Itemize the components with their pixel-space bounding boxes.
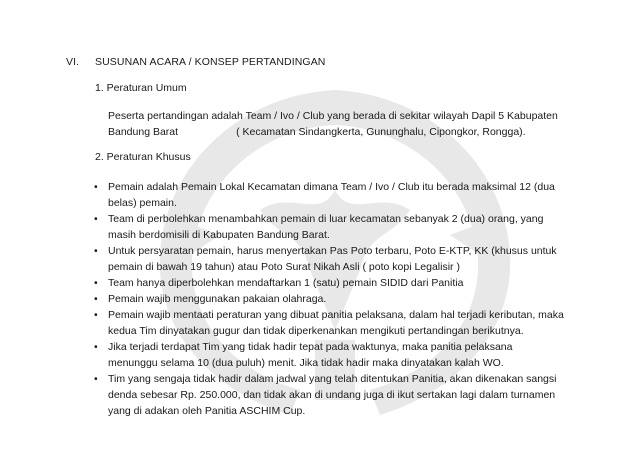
general-rules-line1: Peserta pertandingan adalah Team / Ivo / Club yang berada di sekitar wilayah Dapil 5 Kabupaten bbox=[108, 110, 558, 122]
specific-rules-list bbox=[94, 179, 564, 419]
general-rules-line2b: ( Kecamatan Sindangkerta, Gununghalu, Cipongkor, Rongga). bbox=[236, 126, 526, 138]
section-title: SUSUNAN ACARA / KONSEP PERTANDINGAN bbox=[95, 56, 326, 68]
specific-rules-title: 2. Peraturan Khusus bbox=[95, 151, 191, 163]
list-item: • Jika terjadi terdapat Tim yang tidak hadir tepat pada waktunya, maka panitia pelaksana menunggu selama 10 (dua puluh) menit. Jika tidak hadir maka dinyatakan kalah WO. bbox=[94, 339, 564, 371]
general-rules-line2a: Bandung Barat bbox=[108, 126, 179, 138]
list-item: • Team di perbolehkan menambahkan pemain di luar kecamatan sebanyak 2 (dua) orang, yang masih berdomisili di Kabupaten Bandung Barat. bbox=[94, 211, 564, 243]
list-item: • Pemain wajib mentaati peraturan yang dibuat panitia pelaksana, dalam hal terjadi keributan, maka kedua Tim dinyatakan gugur dan tidak diperkenankan mengikuti pertandingan berikutnya. bbox=[94, 307, 564, 339]
general-rules-text bbox=[108, 108, 568, 140]
section-heading bbox=[66, 56, 325, 68]
list-item: • Pemain wajib menggunakan pakaian olahraga. bbox=[94, 291, 564, 307]
list-item: • Team hanya diperbolehkan mendaftarkan 1 (satu) pemain SIDID dari Panitia bbox=[94, 275, 564, 291]
general-rules-title: 1. Peraturan Umum bbox=[95, 82, 187, 94]
section-number: VI. bbox=[66, 56, 80, 68]
list-item: • Pemain adalah Pemain Lokal Kecamatan dimana Team / Ivo / Club itu berada maksimal 12 (dua belas) pemain. bbox=[94, 179, 564, 211]
list-item: • Untuk persyaratan pemain, harus menyertakan Pas Poto terbaru, Poto E-KTP, KK (khusus untuk pemain di bawah 19 tahun) atau Poto Surat Nikah Asli ( poto kopi Legalisir ) bbox=[94, 243, 564, 275]
list-item: • Tim yang sengaja tidak hadir dalam jadwal yang telah ditentukan Panitia, akan dikenakan sangsi denda sebesar Rp. 250.000, dan tidak akan di undang juga di ikut sertakan lagi dalam turnamen yang di adakan oleh Panitia ASCHIM Cup. bbox=[94, 371, 564, 419]
